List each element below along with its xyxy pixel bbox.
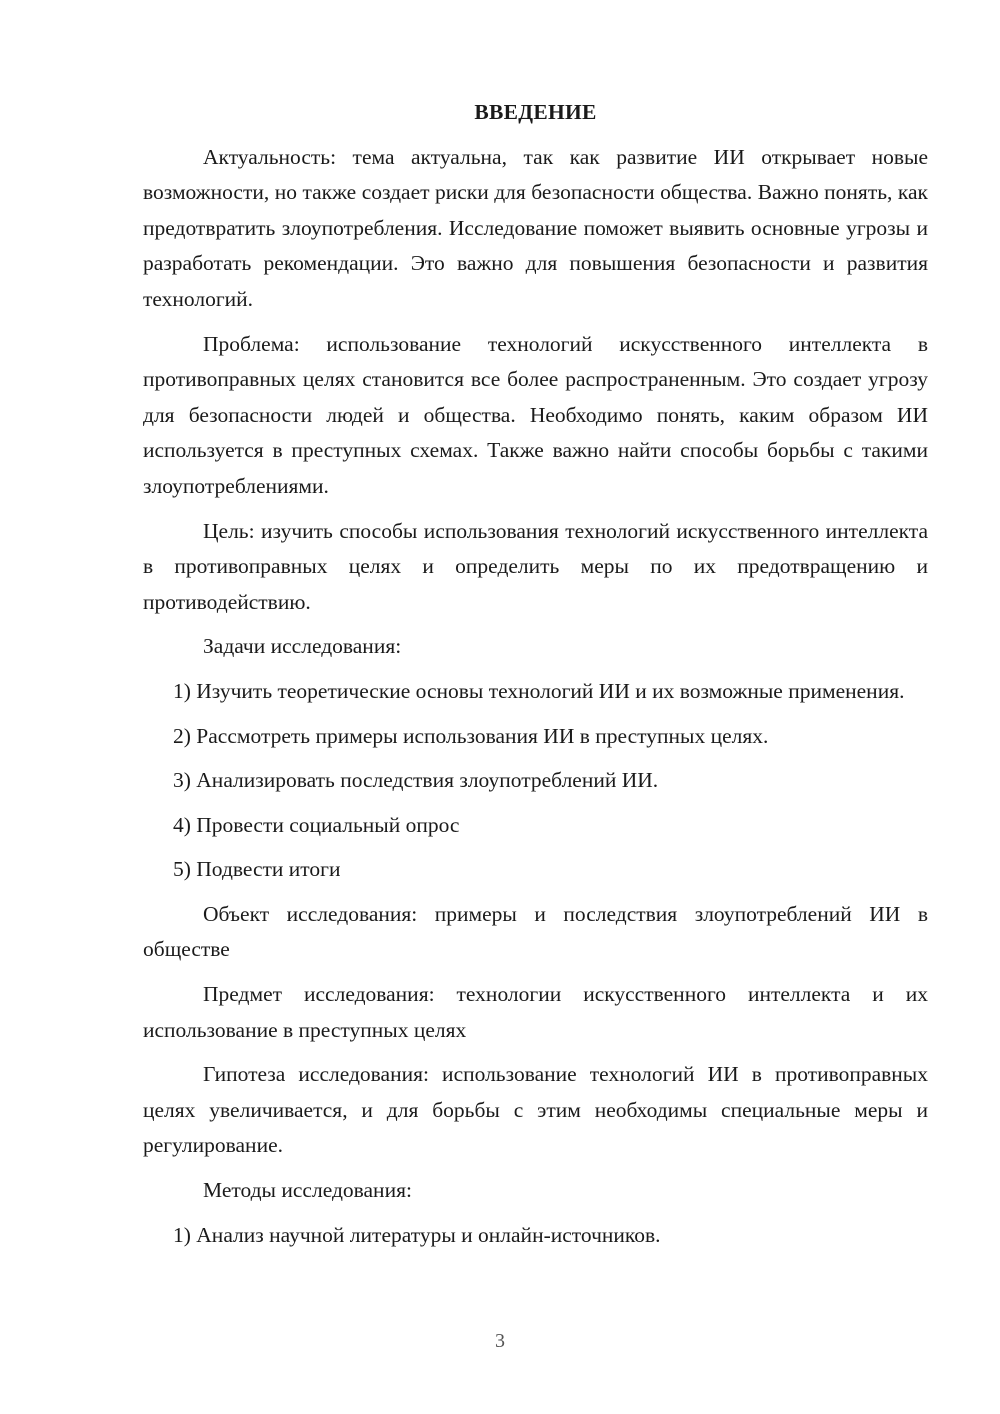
document-title: ВВЕДЕНИЕ bbox=[474, 100, 597, 124]
relevance-paragraph: Актуальность: тема актуальна, так как развитие ИИ открывает новые возможности, но также создает риски для безопасности общества. Важно понять, как предотвратить злоупотребления. Исследование поможет выявить основные угрозы и разработать рекомендации. Это важно для повышения безопасности и развития технологий. bbox=[143, 144, 928, 311]
task-item: 2) Рассмотреть примеры использования ИИ в преступных целях. bbox=[173, 723, 769, 748]
task-item: 4) Провести социальный опрос bbox=[173, 812, 460, 837]
tasks-heading: Задачи исследования: bbox=[203, 634, 402, 659]
problem-paragraph: Проблема: использование технологий искусственного интеллекта в противоправных целях становится все более распространенным. Это создает угрозу для безопасности людей и общества. Необходимо понять, каким образом ИИ используется в преступных схемах. Также важно найти способы борьбы с такими злоупотреблениями. bbox=[143, 331, 928, 498]
object-paragraph: Объект исследования: примеры и последствия злоупотреблений ИИ в обществе bbox=[143, 901, 928, 962]
task-item: 3) Анализировать последствия злоупотреблений ИИ. bbox=[173, 768, 659, 793]
goal-paragraph: Цель: изучить способы использования технологий искусственного интеллекта в противоправных целях и определить меры по их предотвращению и противодействию. bbox=[143, 518, 928, 614]
methods-heading: Методы исследования: bbox=[203, 1178, 412, 1203]
subject-paragraph: Предмет исследования: технологии искусственного интеллекта и их использование в преступных целях bbox=[143, 982, 928, 1042]
method-item: 1) Анализ научной литературы и онлайн-источников. bbox=[173, 1222, 661, 1247]
task-item: 5) Подвести итоги bbox=[173, 857, 341, 882]
task-item: 1) Изучить теоретические основы технологий ИИ и их возможные применения. bbox=[173, 678, 905, 703]
page-number: 3 bbox=[495, 1330, 505, 1352]
document-page bbox=[143, 95, 928, 1262]
hypothesis-paragraph: Гипотеза исследования: использование технологий ИИ в противоправных целях увеличивается, и для борьбы с этим необходимы специальные меры и регулирование. bbox=[143, 1062, 928, 1158]
